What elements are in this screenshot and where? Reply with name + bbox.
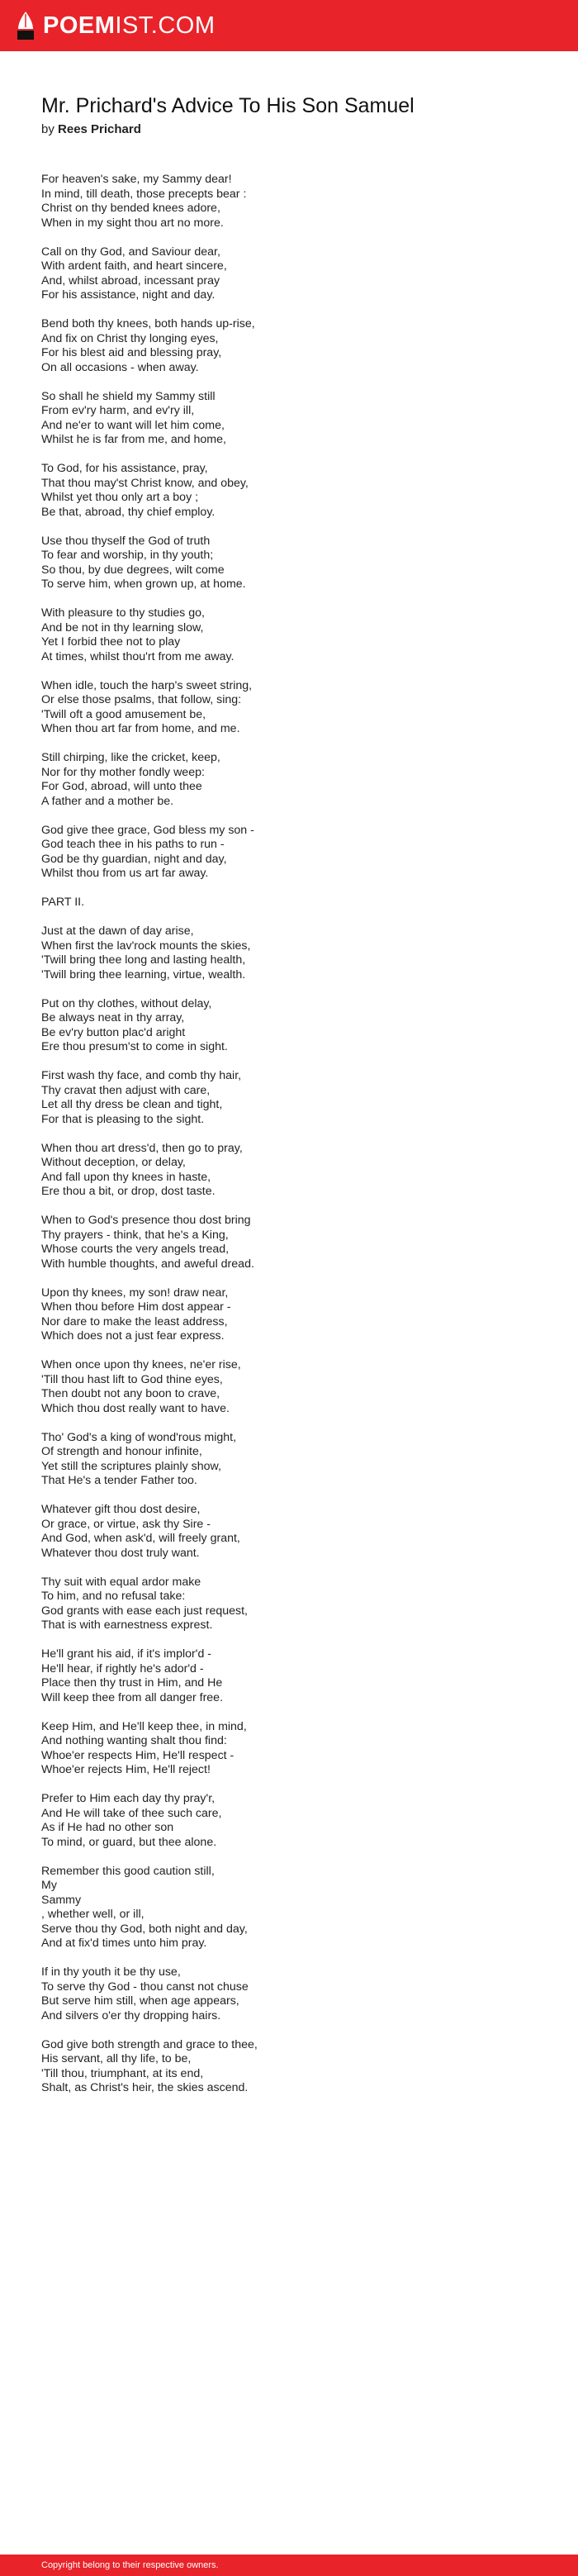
poem-stanza [41,679,545,737]
poem-line: Without deception, or delay, [41,1156,186,1169]
poem-line: Or grace, or virtue, ask thy Sire - [41,1517,211,1531]
poem-line: Which thou dost really want to have. [41,1401,230,1415]
site-logo-link[interactable] [43,12,216,40]
poem-line: And at fix'd times unto him pray. [41,1937,207,1950]
poem-stanza [41,1576,545,1633]
poem-line: To serve thy God - thou canst not chuse [41,1980,249,1994]
poem-line: Thy cravat then adjust with care, [41,1083,211,1097]
poem-line: To mind, or guard, but thee alone. [41,1835,217,1849]
poem-stanza [41,751,545,809]
poem-line: God be thy guardian, night and day, [41,852,227,866]
poem-line: Whoe'er rejects Him, He'll reject! [41,1763,211,1776]
poem-line: And, whilst abroad, incessant pray [41,273,220,288]
poem-line: Tho' God's a king of wond'rous might, [41,1430,237,1444]
poem-line: Whilst thou from us art far away. [41,867,209,880]
poem-line: My [41,1879,57,1892]
poem-line: In mind, till death, those precepts bear : [41,187,247,201]
poem-line: Let all thy dress be clean and tight, [41,1098,223,1111]
poem-line: Keep Him, and He'll keep thee, in mind, [41,1719,247,1733]
poem-line: When once upon thy knees, ne'er rise, [41,1358,241,1371]
poem-line: , whether well, or ill, [41,1908,144,1921]
poem-line: Yet I forbid thee not to play [41,635,181,649]
poem-line: Still chirping, like the cricket, keep, [41,751,220,764]
poem-line: Bend both thy knees, both hands up-rise, [41,317,255,330]
poem-line: When thou before Him dost appear - [41,1300,231,1314]
poem-line: Ere thou presum'st to come in sight. [41,1040,228,1053]
poem-line: And be not in thy learning slow, [41,620,204,634]
poem-line: To serve him, when grown up, at home. [41,577,246,591]
poem-stanza [41,317,545,375]
by-label: by [41,122,54,136]
poem-byline [41,121,545,138]
poem-stanza [41,606,545,664]
poem-stanza [41,173,545,231]
poem-line: And silvers o'er thy dropping hairs. [41,2008,221,2022]
poem-stanza [41,1720,545,1778]
quill-logo-icon[interactable] [17,11,35,40]
poem-stanza [41,1965,545,2023]
poem-stanza [41,1792,545,1850]
poem-line: Of strength and honour infinite, [41,1445,202,1458]
poem-line: If in thy youth it be thy use, [41,1965,181,1979]
poem-line: Christ on thy bended knees adore, [41,202,220,215]
poem-stanza [41,1503,545,1561]
poem-line: Whoe'er respects Him, He'll respect - [41,1748,235,1762]
poem-line: To fear and worship, in thy youth; [41,549,214,562]
poem-line: For his blest aid and blessing pray, [41,346,222,359]
poem-line: Whatever gift thou dost desire, [41,1503,201,1516]
poem-line: From ev'ry harm, and ev'ry ill, [41,404,195,417]
poem-line: And nothing wanting shalt thou find: [41,1734,227,1747]
poem-stanza [41,1286,545,1344]
poem-line: Be always neat in thy array, [41,1011,185,1024]
poem-line: When thou art dress'd, then go to pray, [41,1141,243,1155]
poem-line: God give thee grace, God bless my son - [41,823,254,837]
poem-line: Use thou thyself the God of truth [41,534,211,548]
poem-line: For heaven's sake, my Sammy dear! [41,173,232,186]
poem-stanza [41,1069,545,1127]
poem-line: That He's a tender Father too. [41,1474,197,1487]
poem-line: Thy suit with equal ardor make [41,1575,201,1589]
poem-line: Nor dare to make the least address, [41,1314,228,1328]
poem-line: On all occasions - when away. [41,360,199,374]
poem-line: For God, abroad, will unto thee [41,780,202,793]
poem-line: Thy prayers - think, that he's a King, [41,1228,229,1242]
poem-line: Shalt, as Christ's heir, the skies ascend. [41,2081,249,2094]
poem-line: With pleasure to thy studies go, [41,606,205,620]
poem-line: Whatever thou dost truly want. [41,1546,200,1560]
poem-line: Place then thy trust in Him, and He [41,1676,223,1690]
poem-stanza [41,390,545,448]
poem-line: With ardent faith, and heart sincere, [41,259,227,273]
poem-line: And God, when ask'd, will freely grant, [41,1532,240,1545]
poem-line: He'll grant his aid, if it's implor'd - [41,1647,212,1661]
poem-line: He'll hear, if rightly he's ador'd - [41,1661,204,1675]
poem-line: 'Till thou, triumphant, at its end, [41,2066,204,2080]
poem-content [41,93,545,2110]
poem-line: A father and a mother be. [41,794,174,808]
poem-line: For that is pleasing to the sight. [41,1112,205,1126]
poem-line: When first the lav'rock mounts the skies, [41,939,251,953]
poem-stanza [41,1142,545,1200]
poem-stanza [41,462,545,520]
poem-stanza [41,924,545,982]
poem-line: That is with earnestness exprest. [41,1618,213,1632]
poem-line: God give both strength and grace to thee, [41,2037,258,2051]
poem-line: PART II. [41,896,85,909]
poem-line: And fall upon thy knees in haste, [41,1170,211,1184]
poem-line: Serve thou thy God, both night and day, [41,1922,248,1936]
poem-line: God grants with ease each just request, [41,1604,248,1618]
poem-line: Call on thy God, and Saviour dear, [41,245,220,259]
poem-stanza [41,1647,545,1705]
poem-line: Yet still the scriptures plainly show, [41,1459,221,1473]
poem-line: 'Till thou hast lift to God thine eyes, [41,1372,223,1386]
poem-line: Then doubt not any boon to crave, [41,1387,220,1400]
poem-line: When in my sight thou art no more. [41,216,224,230]
poem-stanza [41,1431,545,1489]
poem-line: Put on thy clothes, without delay, [41,996,212,1010]
poem-title: Mr. Prichard's Advice To His Son Samuel [41,94,415,117]
poem-stanza [41,896,545,910]
poem-line: To God, for his assistance, pray, [41,462,208,475]
poem-line: 'Twill bring thee learning, virtue, wealth. [41,967,246,981]
poem-line: Or else those psalms, that follow, sing: [41,693,242,706]
poem-line: His servant, all thy life, to be, [41,2052,192,2065]
poem-line: Which does not a just fear express. [41,1329,225,1343]
site-footer [0,2555,578,2576]
poem-line: And ne'er to want will let him come, [41,418,225,432]
poem-line: And fix on Christ thy longing eyes, [41,331,219,345]
poem-line: To him, and no refusal take: [41,1590,186,1603]
poem-line: Upon thy knees, my son! draw near, [41,1286,229,1300]
logo-text-light: IST.COM [115,12,216,39]
poem-line: At times, whilst thou'rt from me away. [41,649,235,663]
poem-line: Whilst yet thou only art a boy ; [41,491,199,504]
poem-line: And He will take of thee such care, [41,1806,222,1820]
poem-stanza [41,245,545,303]
poem-stanza [41,1865,545,1951]
poem-line: For his assistance, night and day. [41,288,216,302]
poem-line: But serve him still, when age appears, [41,1994,239,2008]
poem-line: Sammy [41,1893,82,1907]
poem-line: Nor for thy mother fondly weep: [41,765,205,779]
site-header [0,0,578,51]
poem-line: As if He had no other son [41,1821,174,1834]
poem-line: When idle, touch the harp's sweet string, [41,678,253,692]
poem-line: When to God's presence thou dost bring [41,1214,251,1227]
poem-line: First wash thy face, and comb thy hair, [41,1069,242,1082]
poem-line: With humble thoughts, and aweful dread. [41,1257,254,1271]
poem-line: 'Twill bring thee long and lasting health, [41,953,246,967]
poem-stanza [41,997,545,1055]
poem-body [41,173,545,2096]
logo-text-strong: POEM [43,12,116,39]
poem-line: 'Twill oft a good amusement be, [41,707,206,721]
poem-stanza [41,2038,545,2096]
poem-line: When thou art far from home, and me. [41,722,240,735]
poem-line: Whilst he is far from me, and home, [41,433,226,446]
poem-line: Be ev'ry button plac'd aright [41,1025,186,1039]
poem-stanza [41,535,545,592]
poem-line: Remember this good caution still, [41,1864,215,1878]
poem-line: Whose courts the very angels tread, [41,1243,230,1256]
poem-line: Be that, abroad, thy chief employ. [41,505,216,519]
author-link[interactable]: Rees Prichard [58,122,141,136]
poem-line: Ere thou a bit, or drop, dost taste. [41,1185,216,1198]
poem-line: That thou may'st Christ know, and obey, [41,476,249,490]
poem-line: Will keep thee from all danger free. [41,1690,224,1704]
poem-line: Just at the dawn of day arise, [41,924,194,938]
poem-line: Prefer to Him each day thy pray'r, [41,1792,216,1805]
poem-stanza [41,824,545,882]
poem-stanza [41,1358,545,1416]
copyright-text: Copyright belong to their respective owners. [41,2560,219,2570]
poem-line: So thou, by due degrees, wilt come [41,563,225,577]
poem-stanza [41,1214,545,1271]
poem-line: So shall he shield my Sammy still [41,389,216,403]
poem-line: God teach thee in his paths to run - [41,838,225,851]
